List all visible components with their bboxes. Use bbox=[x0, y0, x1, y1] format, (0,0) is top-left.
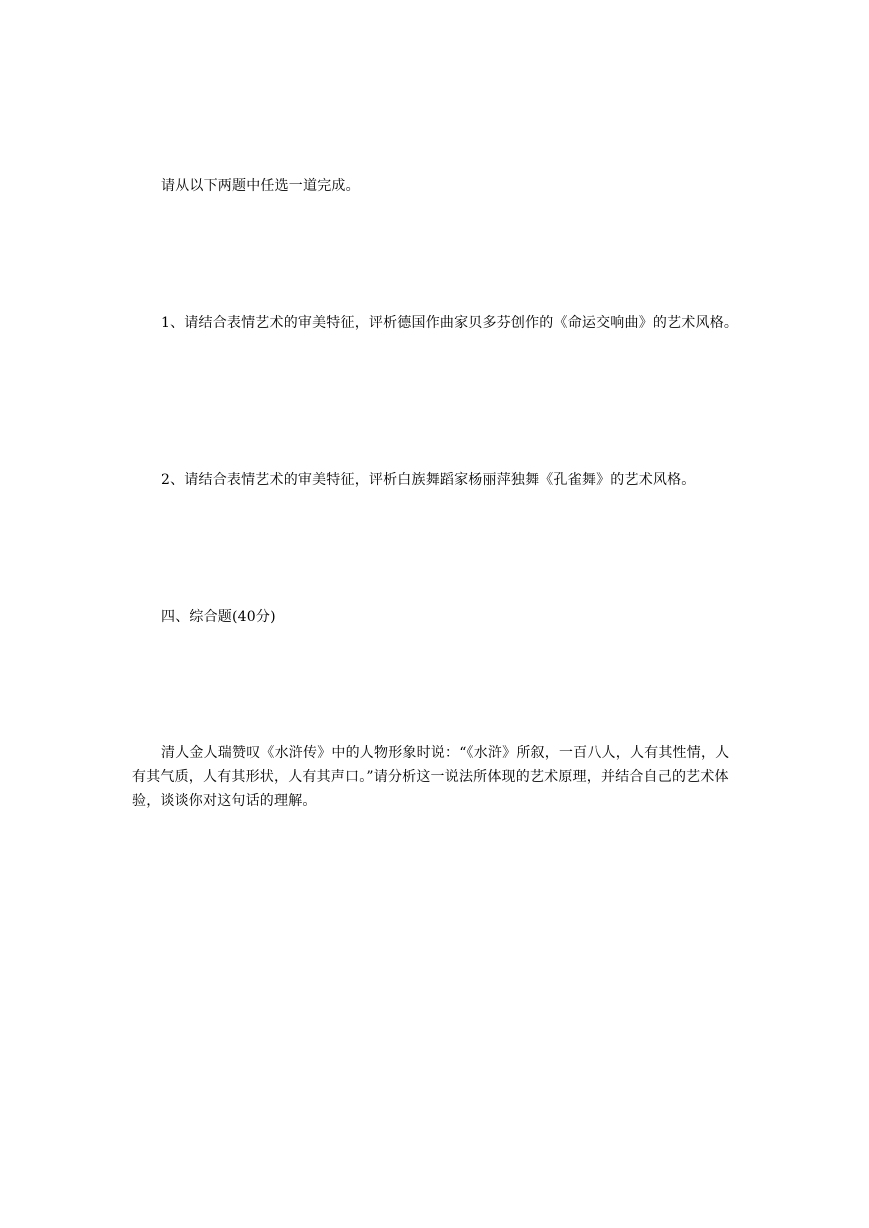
question-2-text: 2、请结合表情艺术的审美特征，评析白族舞蹈家杨丽萍独舞《孔雀舞》的艺术风格。 bbox=[161, 472, 696, 488]
instruction-text: 请从以下两题中任选一道完成。 bbox=[161, 178, 360, 194]
question-1-text: 1、请结合表情艺术的审美特征，评析德国作曲家贝多芬创作的《命运交响曲》的艺术风格。 bbox=[161, 315, 739, 331]
section-4-heading: 四、综合题(40分) bbox=[161, 609, 276, 625]
comprehensive-question-text: 清人金人瑞赞叹《水浒传》中的人物形象时说：“《水浒》所叙，一百八人，人有其性情，人有其气质，人有其形状，人有其声口。”请分析这一说法所体现的艺术原理，并结合自己的艺术体验，谈谈你对这句话的理解。 bbox=[132, 745, 730, 809]
